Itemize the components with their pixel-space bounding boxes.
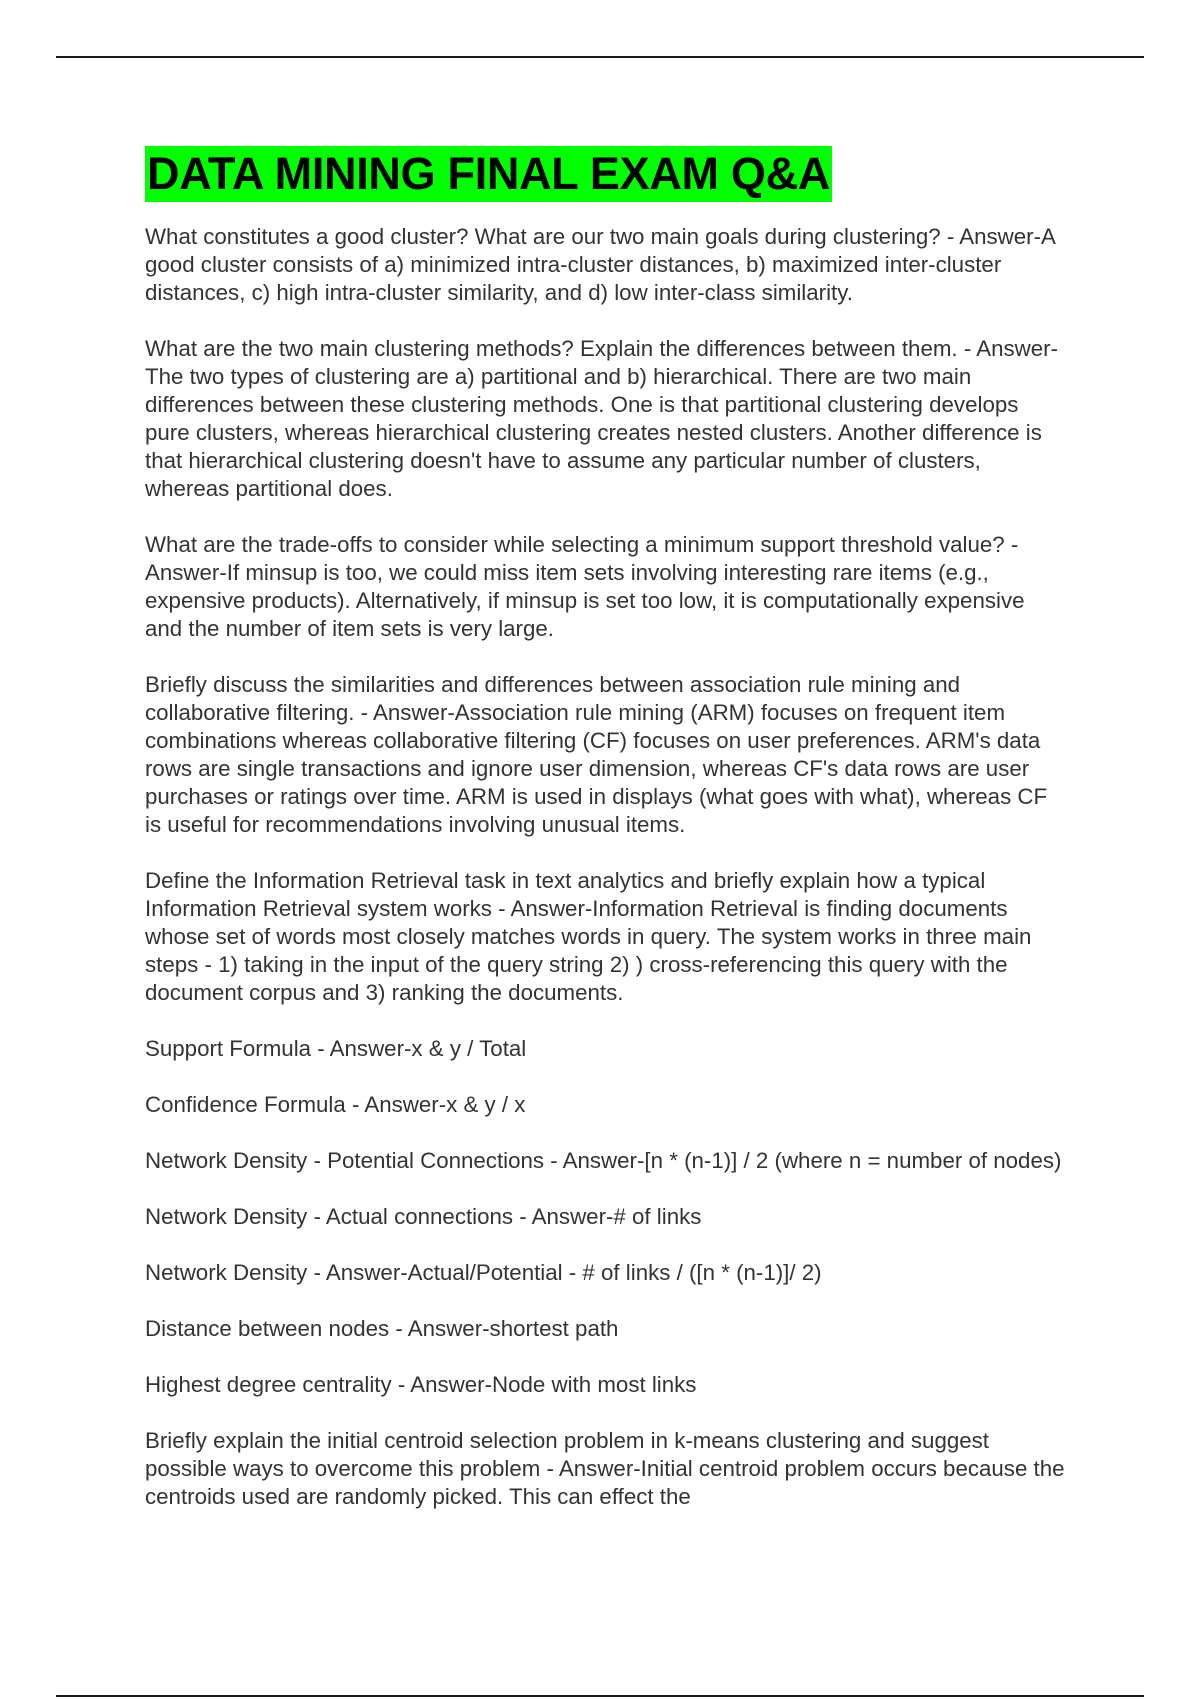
qa-item: Network Density - Answer-Actual/Potential - # of links / ([n * (n-1)]/ 2) [145,1260,822,1285]
qa-item: Network Density - Potential Connections - Answer-[n * (n-1)] / 2 (where n = number of nodes) [145,1148,1062,1173]
qa-item: Confidence Formula - Answer-x & y / x [145,1092,526,1117]
qa-item: What are the two main clustering methods? Explain the differences between them. - Answer-The two types of clustering are a) partitional and b) hierarchical. There are two main differences between these clustering methods. One is that partitional clustering develops pure clusters, whereas hierarchical clustering creates nested clusters. Another difference is that hierarchical clustering doesn't have to assume any particular number of clusters, whereas partitional does. [145,336,1058,501]
qa-item: Briefly discuss the similarities and differences between association rule mining and collaborative filtering. - Answer-Association rule mining (ARM) focuses on frequent item combinations whereas collaborative filtering (CF) focuses on user preferences. ARM's data rows are single transactions and ignore user dimension, whereas CF's data rows are user purchases or ratings over time. ARM is used in displays (what goes with what), whereas CF is useful for recommendations involving unusual items. [145,672,1048,837]
qa-item: What constitutes a good cluster? What are our two main goals during clustering? - Answer-A good cluster consists of a) minimized intra-cluster distances, b) maximized inter-cluster distances, c) high intra-cluster similarity, and d) low inter-class similarity. [145,224,1055,305]
qa-item: Network Density - Actual connections - Answer-# of links [145,1204,702,1229]
qa-item: Define the Information Retrieval task in text analytics and briefly explain how a typical Information Retrieval system works - Answer-Information Retrieval is finding documents whose set of words most closely matches words in query. The system works in three main steps - 1) taking in the input of the query string 2) ) cross-referencing this query with the document corpus and 3) ranking the documents. [145,868,1032,1005]
qa-item: Briefly explain the initial centroid selection problem in k-means clustering and suggest possible ways to overcome this problem - Answer-Initial centroid problem occurs because the centroids used are randomly picked. This can effect the [145,1428,1065,1509]
footer-rule [56,1695,1144,1697]
qa-item: What are the trade-offs to consider while selecting a minimum support threshold value? - Answer-If minsup is too, we could miss item sets involving interesting rare items (e.g., expensive products). Alternatively, if minsup is set too low, it is computationally expensive and the number of item sets is very large. [145,532,1025,641]
qa-item: Highest degree centrality - Answer-Node with most links [145,1372,697,1397]
document-title: DATA MINING FINAL EXAM Q&A [145,146,832,202]
header-rule [56,56,1144,58]
qa-item: Support Formula - Answer-x & y / Total [145,1036,527,1061]
document-body [145,146,1065,1539]
qa-list [145,223,1065,1511]
qa-item: Distance between nodes - Answer-shortest path [145,1316,619,1341]
